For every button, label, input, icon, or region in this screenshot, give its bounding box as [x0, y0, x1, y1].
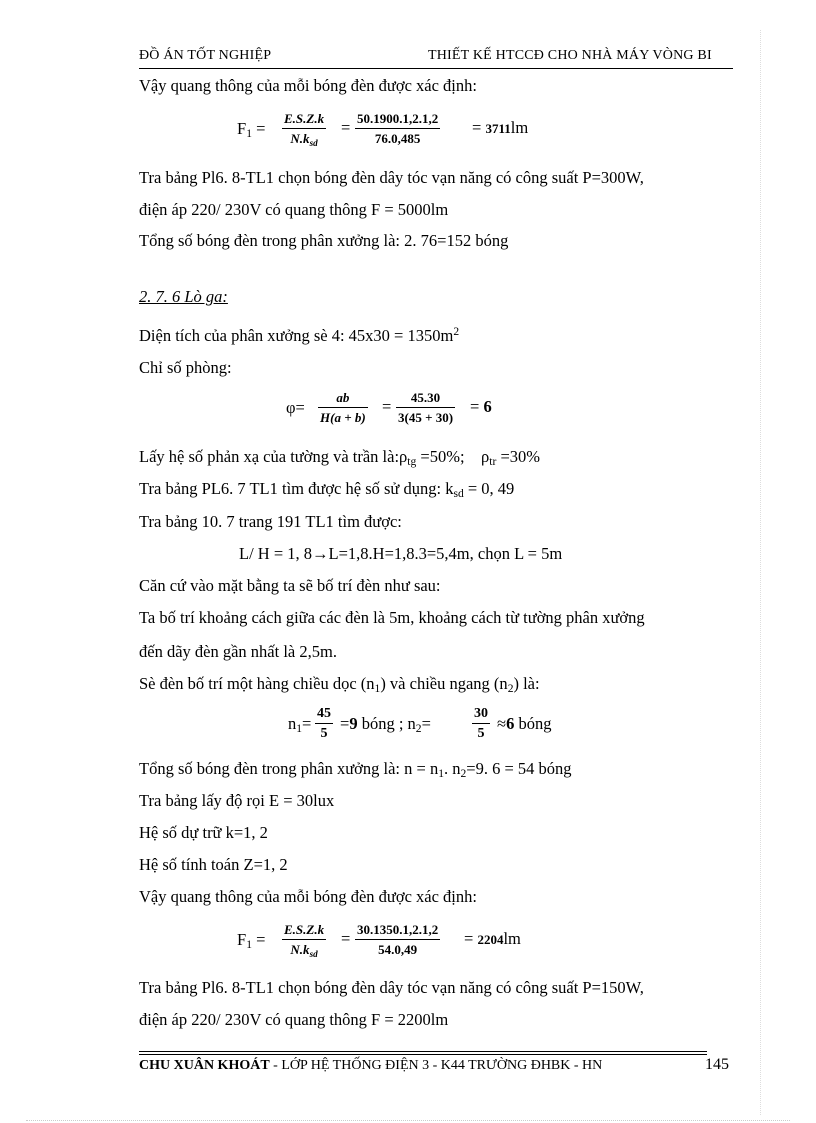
text-line: Diện tích của phân xưởng sè 4: $45x30 = 1350m^2$ — [139, 326, 460, 345]
text-line: Vậy quang thông của mỗi bóng đèn được xác định: — [139, 76, 477, 95]
text-line: Tra bảng 10. 7 trang 191 TL1 tìm được: — [139, 512, 402, 531]
text-line: Tra bảng lấy độ rọi E = 30lux — [139, 791, 335, 810]
text-line: L/ H = 1, 8→L=1,8.H=1,8.3=5,4m, chọn L = 5m — [239, 544, 563, 563]
text-line: Sè đèn bố trí một hàng chiều dọc $(n_1)$ và chiều ngang $(n_2)$ là: — [139, 674, 540, 695]
text-line: Chỉ số phòng: — [139, 358, 232, 377]
text-line: đến dãy đèn gần nhất là 2,5m. — [139, 642, 337, 661]
footer-text: CHU XUÂN KHOÁT - LỚP HỆ THỐNG ĐIỆN 3 - K44 TRƯỜNG ĐHBK - HN — [139, 1058, 603, 1073]
text-line: Tra bảng Pl6. 8-TL1 chọn bóng đèn dây tóc vạn năng có công suất P=300W, — [139, 168, 644, 187]
footer-rule — [139, 1051, 707, 1052]
page-number: 145 — [705, 1056, 729, 1073]
text-line: Tra bảng PL6. 7 TL1 tìm được hệ số sử dụng: $k_{sd} = 0$, 49 — [139, 479, 515, 500]
header-rule — [139, 68, 733, 69]
text-line: Tra bảng Pl6. 8-TL1 chọn bóng đèn dây tóc vạn năng có công suất P=150W, — [139, 978, 644, 997]
section-heading: 2. 7. 6 Lò ga: — [139, 287, 228, 306]
text-line: điện áp 220/ 230V có quang thông F = 2200lm — [139, 1010, 449, 1029]
text-line: Lấy hệ số phản xạ của tường và trần $là:\rho_{tg} =50\%$; $\rho_{tr} =30\%$ — [139, 447, 541, 468]
text-line: điện áp 220/ 230V có quang thông F = 5000lm — [139, 200, 449, 219]
header-right: THIẾT KẾ HTCCĐ CHO NHÀ MÁY VÒNG BI — [428, 48, 712, 63]
text-line: Hệ số dự trữ k=1, 2 — [139, 823, 268, 842]
text-line: Vậy quang thông của mỗi bóng đèn được xác định: — [139, 887, 477, 906]
text-line: Căn cứ vào mặt bằng ta sẽ bố trí đèn như sau: — [139, 576, 441, 595]
page-edge — [26, 1120, 790, 1121]
text-line: Tổng số bóng đèn trong phân xưởng là: $n = n_1$. $n_2=9$. 6 = 54 bóng — [139, 759, 572, 780]
text-line: Tổng số bóng đèn trong phân xưởng là: 2. 76=152 bóng — [139, 231, 509, 250]
footer-rule — [139, 1054, 707, 1055]
text-line: Ta bố trí khoảng cách giữa các đèn là 5m, khoảng cách từ tường phân xưởng — [139, 608, 645, 627]
text-line: Hệ số tính toán Z=1, 2 — [139, 855, 288, 874]
page-edge — [760, 30, 761, 1115]
header-left: ĐỒ ÁN TỐT NGHIỆP — [139, 48, 272, 63]
arrow-icon: → — [312, 544, 329, 563]
